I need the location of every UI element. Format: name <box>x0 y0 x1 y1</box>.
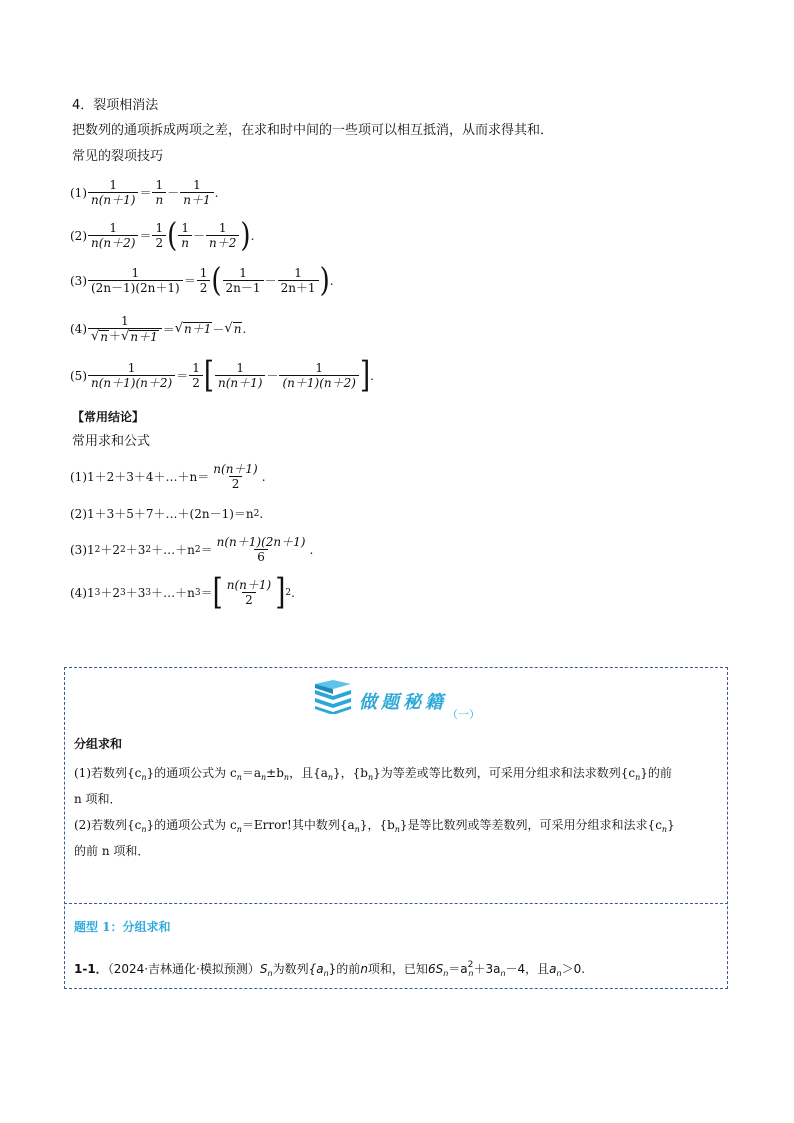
formula-2: (2) 1＋3＋5＋7＋…＋(2n－1)＝n 2 . <box>70 506 264 521</box>
banner-subtitle: （一） <box>447 708 480 721</box>
sqrt-symbol: √ n＋1 <box>121 329 158 344</box>
fraction: $\frac{1}{n}$ <box>152 178 166 207</box>
fraction: $\frac{1}{n(n+2)}$ <box>88 221 138 250</box>
techniques-heading: 常见的裂项技巧 <box>72 149 164 164</box>
technique-label: (4) <box>70 322 87 336</box>
fraction: $\frac{1}{2n+1}$ <box>278 266 319 295</box>
formula-1: (1) 1＋2＋3＋4＋…＋n＝ $\frac{n(n+1)}{2}$ . <box>70 462 266 491</box>
fraction: $\frac{1}{n+1}$ <box>180 178 213 207</box>
tips-banner <box>313 678 493 722</box>
fraction: $\frac{1}{(n+1)(n+2)}$ <box>279 361 358 390</box>
technique-5: (5) $\frac{1}{n(n+1)(n+2)}$ ＝ $\frac{1}{2}$ [ $\frac{1}{n(n+1)}$ － $\frac{1}{(n+1)(n+2)}$ ] . <box>70 355 374 396</box>
fraction: $\frac{1}{n(n+1)(n+2)}$ <box>88 361 175 390</box>
technique-label: (1) <box>70 185 87 200</box>
fraction: $\frac{1}{n+2}$ <box>206 221 239 250</box>
fraction: 1 √ n ＋ √ n＋1 <box>88 314 162 344</box>
tips-paragraph-1-line-1: (1)若数列$\{c_n\}$的通项公式为 $c_n=a_n\pm b_n$，且$\{a_n\}$，$\{b_n\}$为等差或等比数列，可采用分组求和法求数列$\{c_n\}$的前 <box>74 766 672 782</box>
conclusion-heading: 常用求和公式 <box>72 434 151 449</box>
sqrt-symbol: √ n <box>224 321 242 336</box>
fraction: $\frac{1}{n(n+1)}$ <box>215 361 265 390</box>
technique-label: (5) <box>70 368 87 383</box>
section-heading: 4．裂项相消法 <box>72 98 159 113</box>
tips-paragraph-1-line-2: n 项和． <box>74 792 122 806</box>
fraction: $\frac{1}{2}$ <box>152 221 166 250</box>
technique-1: (1) $\frac{1}{n(n+1)}$ ＝ $\frac{1}{n}$ － $\frac{1}{n+1}$ . <box>70 178 219 207</box>
sqrt-symbol: √ n＋1 <box>174 321 212 336</box>
banner-title: 做题秘籍 <box>359 692 447 713</box>
technique-label: (3) <box>70 273 87 288</box>
formula-3: (3) 1 2 ＋2 2 ＋3 2 ＋…＋n 2 ＝ $\frac{n(n+1)(2n+1)}{6}$ . <box>70 535 314 564</box>
fraction: $\frac{n(n+1)}{2}$ <box>226 578 272 607</box>
technique-4: (4) 1 √ n ＋ √ n＋1 ＝ √ n＋1 － √ n . <box>70 314 247 344</box>
tips-title: 分组求和 <box>74 737 123 751</box>
books-icon <box>313 680 353 714</box>
technique-2: (2) $\frac{1}{n(n+2)}$ ＝ $\frac{1}{2}$ ( $\frac{1}{n}$ － $\frac{1}{n+2}$ ) . <box>70 216 255 255</box>
formula-4: (4) 1 3 ＋2 3 ＋3 3 ＋…＋n 3 ＝ [ $\frac{n(n+1)}{2}$ ] 2 . <box>70 572 295 613</box>
conclusion-tag: 【常用结论】 <box>72 410 145 424</box>
fraction: $\frac{n(n+1)}{2}$ <box>213 462 258 491</box>
tips-box-divider <box>64 903 728 904</box>
tips-paragraph-2-line-1: (2)若数列$\{c_n\}$的通项公式为 $c_n=Error$!其中数列$\{a_n\}$，$\{b_n\}$是等比数列或等差数列，可采用分组求和法求$\{c_n\}$ <box>74 818 675 834</box>
fraction: $\frac{1}{(2n-1)(2n+1)}$ <box>88 266 183 295</box>
technique-label: (2) <box>70 228 87 243</box>
tips-paragraph-2-line-2: 的前 n 项和． <box>74 844 150 858</box>
fraction: $\frac{1}{2}$ <box>197 266 211 295</box>
sqrt-symbol: √ n <box>91 329 109 344</box>
fraction: $\frac{1}{2}$ <box>189 361 203 390</box>
fraction: $\frac{n(n+1)(2n+1)}{6}$ <box>216 535 306 564</box>
problem-statement: 1-1．（2024·吉林通化·模拟预测）$S_n$为数列$\{a_n\}$的前n项和，已知$6S_n=a^2_n+3a_n-4$，且$a_n>0$. <box>74 960 586 978</box>
fraction: $\frac{1}{n(n+1)}$ <box>88 178 138 207</box>
fraction: $\frac{1}{n}$ <box>178 221 192 250</box>
section-description: 把数列的通项拆成两项之差，在求和时中间的一些项可以相互抵消，从而求得其和． <box>72 123 554 138</box>
fraction: $\frac{1}{2n-1}$ <box>223 266 264 295</box>
problem-type-label: 题型 1：分组求和 <box>74 920 171 934</box>
technique-3: (3) $\frac{1}{(2n-1)(2n+1)}$ ＝ $\frac{1}{2}$ ( $\frac{1}{2n-1}$ － $\frac{1}{2n+1}$ ) . <box>70 261 334 300</box>
